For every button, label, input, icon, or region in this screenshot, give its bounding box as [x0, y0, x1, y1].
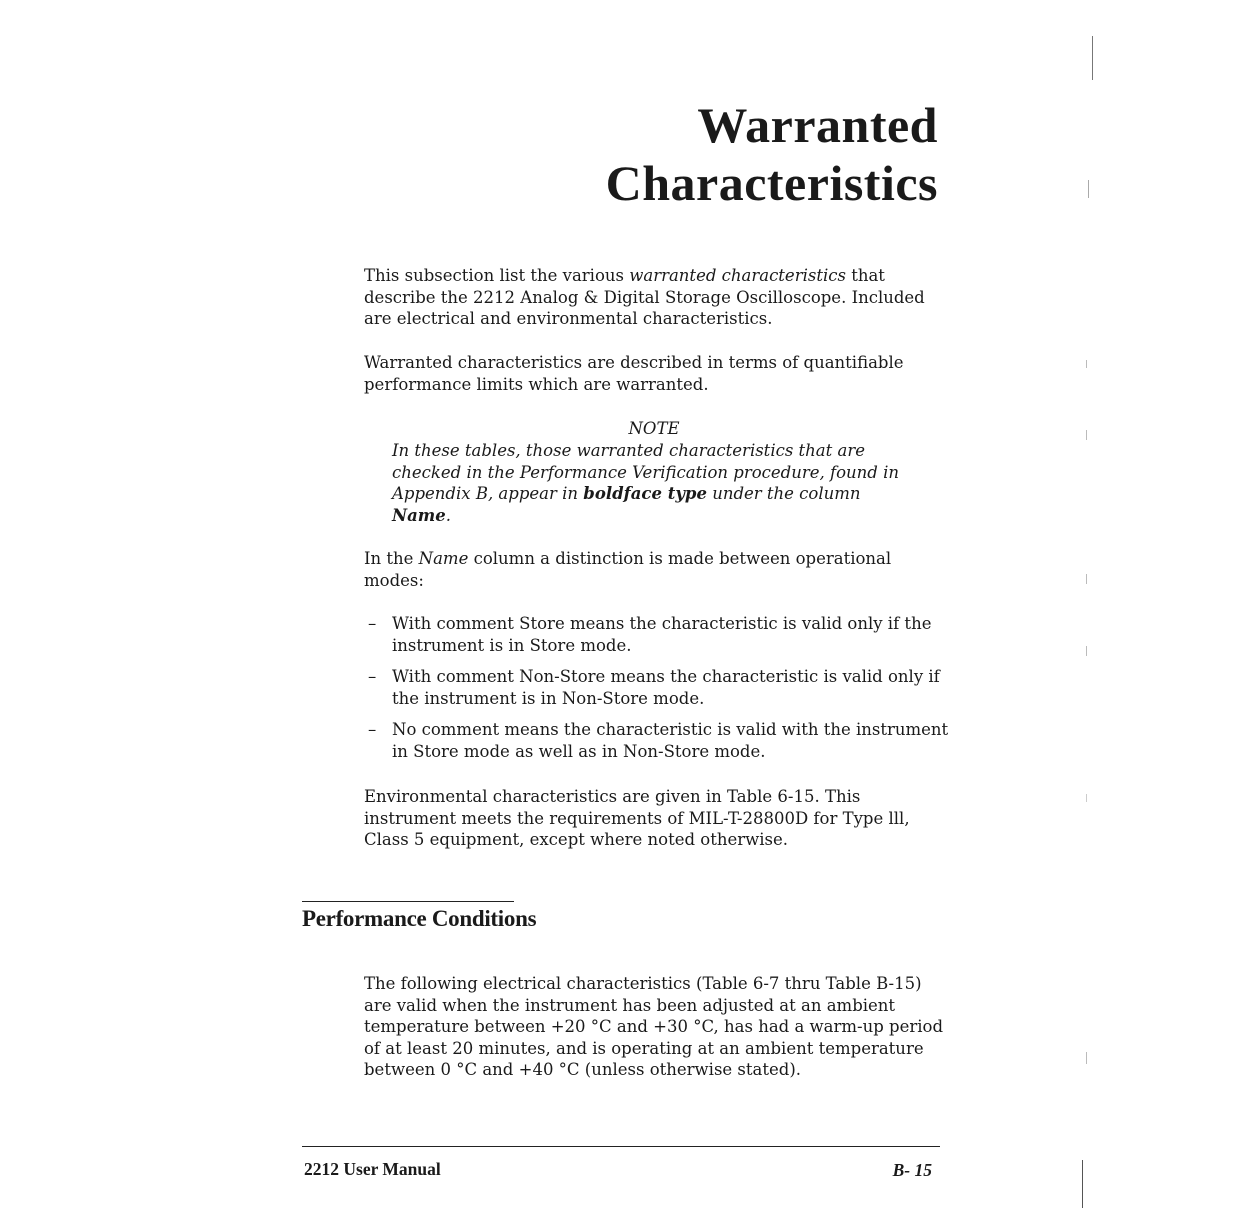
scan-mark	[1086, 430, 1087, 440]
footer-divider	[302, 1146, 940, 1147]
warranted-paragraph: Warranted characteristics are described in terms of quantifiable performance limits which are warranted.	[364, 353, 904, 394]
title-line-2: Characteristics	[605, 155, 938, 211]
dash-bullet: –	[368, 667, 377, 686]
section-heading: Performance Conditions	[302, 906, 537, 931]
name-column-end: column a distinction is made between operational modes:	[364, 549, 892, 590]
name-column-emphasis: Name	[418, 549, 469, 568]
dash-bullet: –	[368, 614, 377, 633]
scan-mark	[1086, 574, 1087, 584]
note-bold-boldface: boldface type	[583, 484, 707, 503]
note-text-start: In these tables, those warranted characteristics that are checked in the Performance Verification procedure, found in Appendix B, appear in	[392, 441, 900, 503]
scan-mark	[1086, 646, 1087, 656]
environmental-paragraph: Environmental characteristics are given in Table 6-15. This instrument meets the requirements of MIL-T-28800D for Type lll, Class 5 equipment, except where noted otherwise.	[364, 787, 910, 849]
name-column-paragraph	[364, 548, 944, 591]
intro-emphasis: warranted characteristics	[629, 266, 846, 285]
scan-mark	[1086, 360, 1087, 368]
modes-list	[364, 613, 954, 772]
list-item-text: With comment Non-Store means the characteristic is valid only if the instrument is in Non-Store mode.	[392, 667, 940, 708]
performance-paragraph: The following electrical characteristics (Table 6-7 thru Table B-15) are valid when the instrument has been adjusted at an ambient temperature between +20 °C and +30 °C, has had a warm-up period of at least 20 minutes, and is operating at an ambient temperature between 0 °C and +40 °C (unless otherwise stated).	[364, 974, 944, 1079]
list-item	[364, 666, 954, 709]
note-text-middle: under the column	[706, 484, 861, 503]
scan-mark	[1092, 36, 1093, 80]
page-title	[606, 96, 938, 212]
intro-text-start: This subsection list the various	[364, 266, 630, 285]
footer-manual-title: 2212 User Manual	[304, 1159, 441, 1179]
scan-mark	[1082, 1160, 1083, 1208]
intro-text-end: that describe the 2212 Analog & Digital Storage Oscilloscope. Included are electrical and environmental characteristics.	[364, 266, 925, 328]
scan-mark	[1088, 180, 1089, 198]
note-text-end: .	[445, 505, 451, 525]
intro-paragraph	[364, 265, 944, 330]
list-item-text: No comment means the characteristic is valid with the instrument in Store mode as well as in Non-Store mode.	[392, 720, 949, 761]
note-bold-name: Name	[392, 505, 446, 525]
list-item	[364, 719, 954, 762]
name-column-start: In the	[364, 549, 419, 568]
dash-bullet: –	[368, 720, 377, 739]
list-item-text: With comment Store means the characteristic is valid only if the instrument is in Store mode.	[392, 614, 932, 655]
title-line-1: Warranted	[697, 97, 938, 153]
list-item	[364, 613, 954, 656]
page-number: B- 15	[892, 1160, 932, 1180]
scan-mark	[1086, 1052, 1087, 1064]
section-divider	[302, 901, 514, 902]
note-heading: NOTE	[628, 419, 680, 438]
note-text	[392, 440, 912, 526]
scan-mark	[1086, 794, 1087, 802]
